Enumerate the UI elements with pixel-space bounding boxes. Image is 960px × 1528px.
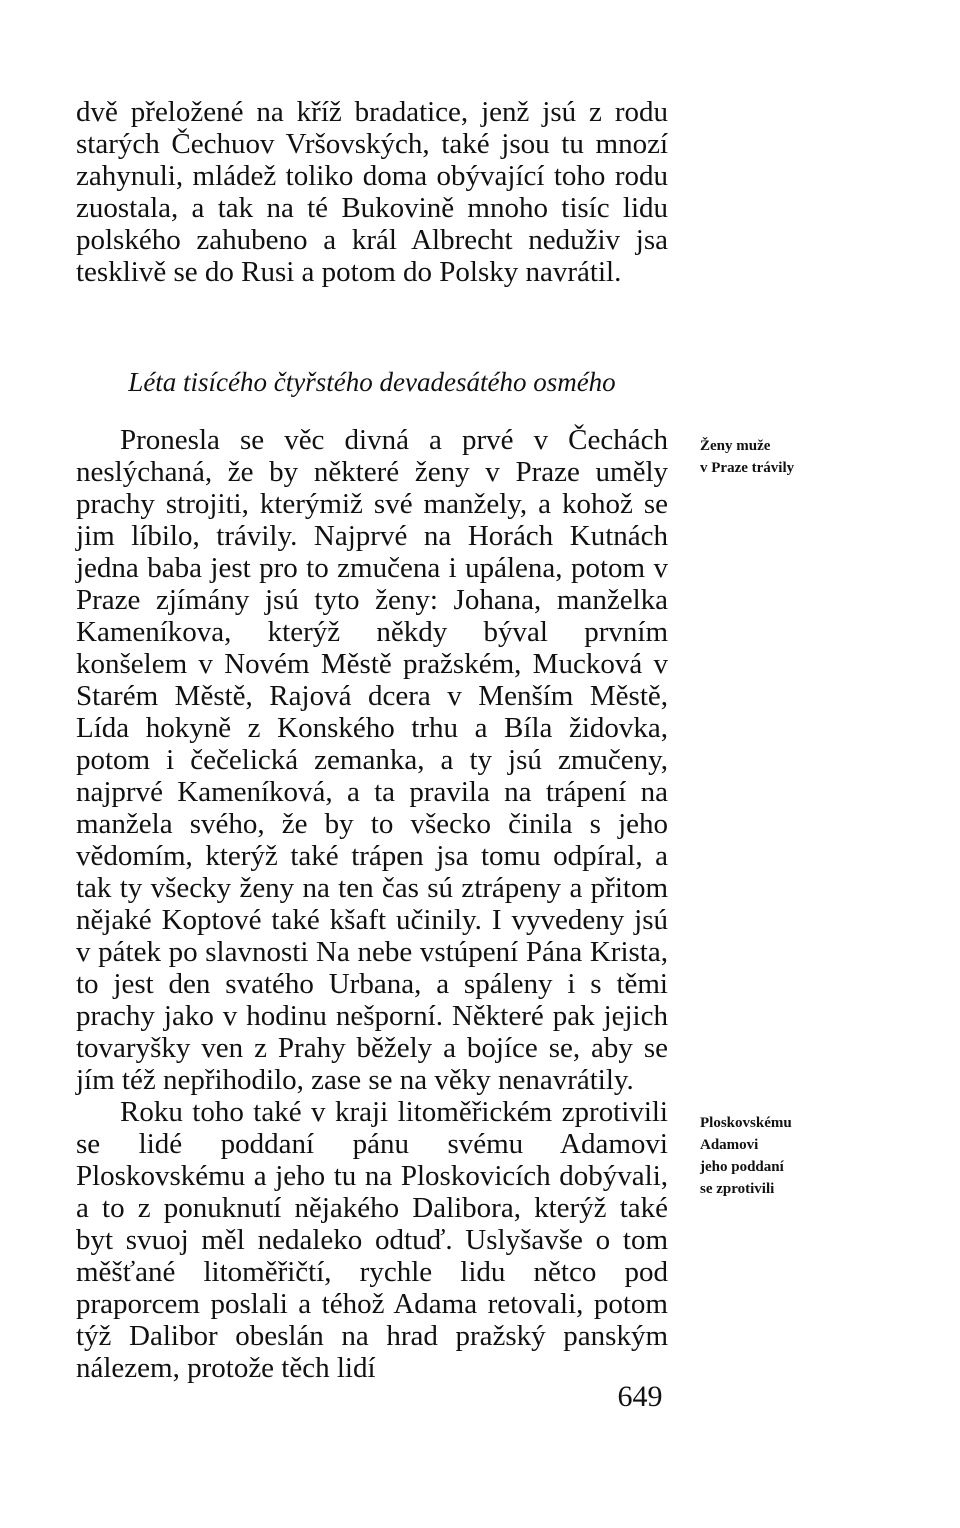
- paragraph-text: dvě přeložené na kříž bradatice, jenž jsú z rodu starých Čechuov Vršovských, také jsou tu mnozí zahynuli, mládež toliko doma obývající toho rodu zuostala, a tak na té Bukovině mnoho tisíc lidu polského zahubeno a král Albrecht neduživ jsa tesklivě se do Rusi a potom do Polsky navrátil.: [76, 96, 668, 288]
- margin-note-line: v Praze trávily: [700, 460, 795, 476]
- paragraph-top: [76, 96, 668, 288]
- margin-note-line: jeho poddaní: [700, 1159, 784, 1175]
- margin-note-line: Ženy muže: [700, 438, 771, 454]
- margin-note-1: [700, 435, 850, 479]
- margin-note-2: [700, 1112, 850, 1200]
- section-heading: Léta tisícého čtyřstého devadesátého osmého: [128, 367, 616, 397]
- main-text: [76, 424, 668, 1384]
- page-number: 649: [617, 1380, 663, 1413]
- margin-note-line: Adamovi: [700, 1137, 759, 1153]
- margin-note-line: se zprotivili: [700, 1181, 775, 1197]
- margin-note-line: Ploskovskému: [700, 1115, 792, 1131]
- paragraph-main-1: Pronesla se věc divná a prvé v Čechách neslýchaná, že by některé ženy v Praze uměly prachy strojiti, kterýmiž své manžely, a kohož se jim líbilo, trávily. Najprvé na Horách Kutnách jedna baba jest pro to zmučena i upálena, potom v Praze zjímány jsú tyto ženy: Johana, manželka Kameníkova, kterýž někdy býval prvním konšelem v Novém Městě pražském, Mucková v Starém Městě, Rajová dcera v Menším Městě, Lída hokyně z Konského trhu a Bíla židovka, potom i čečelická zemanka, a ty jsú zmučeny, najprvé Kameníková, a ta pravila na trápení na manžela svého, že by to všecko činila s jeho vědomím, kterýž také trápen jsa tomu odpíral, a tak ty všecky ženy na ten čas sú ztrápeny a přitom nějaké Koptové také kšaft učinily. I vyvedeny jsú v pátek po slavnosti Na nebe vstúpení Pána Krista, to jest den svatého Urbana, a spáleny i s těmi prachy jako v hodinu nešporní. Některé pak jejich tovaryšky ven z Prahy běžely a bojíce se, aby se jím též nepřihodilo, zase se na věky nenavrátily.: [76, 424, 668, 1096]
- paragraph-main-2: Roku toho také v kraji litoměřickém zprotivili se lidé poddaní pánu svému Adamovi Ploskovskému a jeho tu na Ploskovicích dobývali, a to z ponuknutí nějakého Dalibora, kterýž také byt svuoj měl nedaleko odtuď. Uslyšavše o tom měšťané litoměřičtí, rychle lidu nětco pod praporcem poslali a téhož Adama retovali, potom týž Dalibor obeslán na hrad pražský panským nálezem, protože těch lidí: [76, 1096, 668, 1384]
